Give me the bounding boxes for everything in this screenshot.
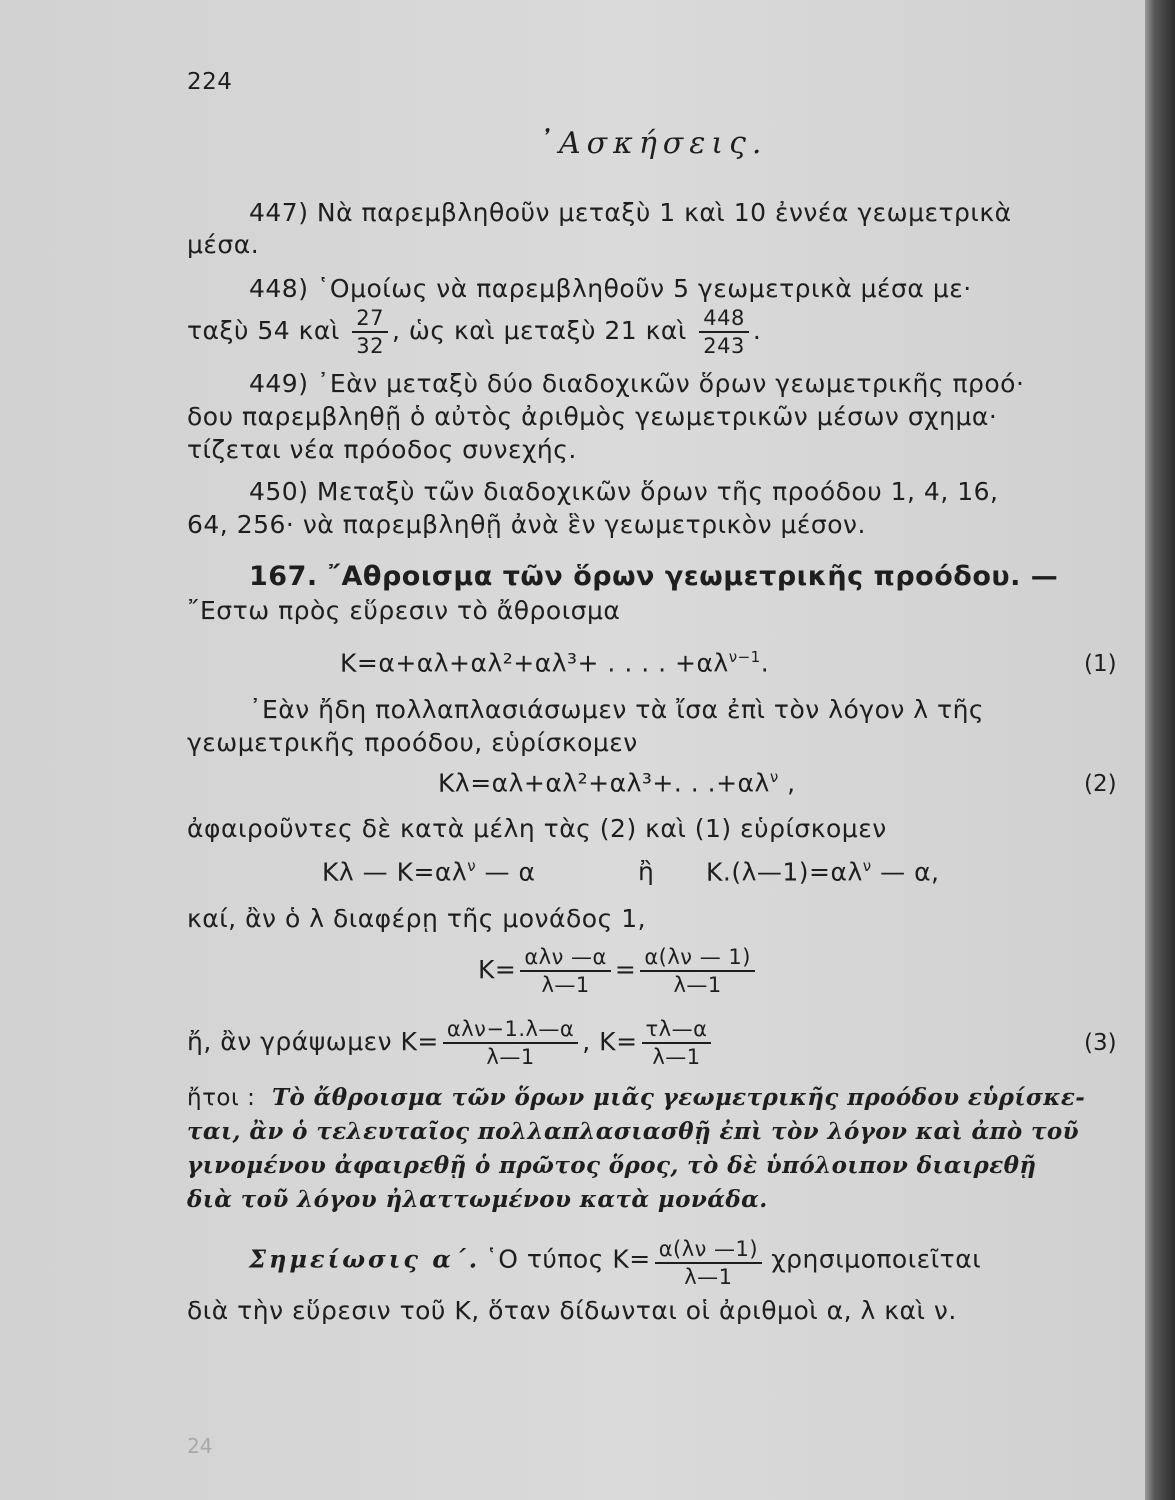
section-167-text3: καί, ἂν ὁ λ διαφέρῃ τῆς μονάδος 1, xyxy=(187,904,647,933)
fraction-eq3-2: $\frac{\tau\lambda—\alpha}{\lambda—1}$ xyxy=(642,1016,712,1070)
equation-difference: Κλ — $K=\alpha\lambda^\nu$ — α xyxy=(322,857,536,887)
note-label: Σημείωσις α΄. xyxy=(249,1244,481,1274)
equation-factored: $K.(\lambda—1)=\alpha\lambda^\nu$ — α, xyxy=(706,857,940,887)
exercise-448-line2 xyxy=(187,305,761,359)
equation-2: Κλ=αλ+αλ²+αλ³+. . $.+\alpha\lambda^\nu$ , xyxy=(438,768,796,798)
exercise-449-line1: 449) ᾿Εὰν μεταξὺ δύο διαδοχικῶν ὅρων γεωμετρικῆς προό· xyxy=(249,369,1025,398)
exercise-449-line3: τίζεται νέα πρόοδος συνεχής. xyxy=(187,435,577,464)
exercise-449-line2: δου παρεμβληθῇ ὁ αὐτὸς ἀριθμὸς γεωμετρικῶν μέσων σχημα· xyxy=(187,402,998,431)
note-text-b: χρησιμοποιεῖται xyxy=(771,1244,982,1274)
equation-or: ἢ xyxy=(638,857,655,886)
note-line1 xyxy=(249,1236,981,1290)
fraction-448-243: $\frac{448}{243}$ xyxy=(699,305,749,359)
section-167-text1-line1: ᾿Εὰν ἤδη πολλαπλασιάσωμεν τὰ ἴσα ἐπὶ τὸν λόγον λ τῆς xyxy=(249,695,985,724)
exercise-450-line1: 450) Μεταξὺ τῶν διαδοχικῶν ὅρων τῆς προόδου 1, 4, 16, xyxy=(249,477,999,506)
section-167-heading: 167. ῎Αθροισμα τῶν ὅρων γεωμετρικῆς προόδου. — xyxy=(249,561,1059,592)
fraction-eq3-1: $\frac{\text{αλν−1.λ—α}}{\lambda—1}$ xyxy=(443,1016,578,1070)
rule-line4: διὰ τοῦ λόγου ἠλαττωμένου κατὰ μονάδα. xyxy=(187,1186,768,1213)
fraction-sum-2: $\frac{\alpha(\lambda\nu — 1)}{\lambda—1}$ xyxy=(640,944,755,998)
equation-1: Κ=α+αλ+αλ²+αλ³+ . . . . $+\alpha\lambda^{\nu-1}$. xyxy=(340,648,770,678)
page-number: 224 xyxy=(187,69,233,95)
equation-3-number: (3) xyxy=(1084,1030,1117,1056)
fraction-sum-1: $\frac{\text{αλν —α}}{\lambda—1}$ xyxy=(520,944,611,998)
note-text-a: ῾Ο τύπος Κ= xyxy=(485,1244,651,1274)
section-167-text2: ἀφαιροῦντες δὲ κατὰ μέλη τὰς (2) καὶ (1) εὑρίσκομεν xyxy=(187,814,887,843)
section-167-text1-line2: γεωμετρικῆς προόδου, εὑρίσκομεν xyxy=(187,728,638,757)
page-edge-shadow xyxy=(1145,0,1175,1500)
fraction-27-32: $\frac{27}{32}$ xyxy=(352,305,388,359)
rule-prefix: ἤτοι : xyxy=(187,1085,256,1111)
fraction-note: $\frac{\alpha(\lambda\nu —1)}{\lambda—1}$ xyxy=(655,1236,762,1290)
rule-line3: γινομένου ἀφαιρεθῇ ὁ πρῶτος ὅρος, τὸ δὲ ὑπόλοιπον διαιρεθῇ xyxy=(187,1152,1037,1179)
exercise-448-text-c: . xyxy=(752,316,762,345)
equation-2-number: (2) xyxy=(1084,771,1117,797)
exercise-447-line1: 447) Νὰ παρεμβληθοῦν μεταξὺ 1 καὶ 10 ἐννέα γεωμετρικὰ xyxy=(249,198,1012,227)
equation-3: ἤ, ἂν γράψωμεν Κ= $\frac{\text{αλν−1.λ—α}}{\lambda—1}$ , Κ= $\frac{\tau\lambda—\alpha}{\lambda—1}$ xyxy=(187,1016,715,1070)
rule-line2: ται, ἂν ὁ τελευταῖος πολλαπλασιασθῇ ἐπὶ τὸν λόγον καὶ ἀπὸ τοῦ xyxy=(187,1118,1079,1145)
exercise-448-line1: 448) ῾Ομοίως νὰ παρεμβληθοῦν 5 γεωμετρικὰ μέσα με· xyxy=(249,274,972,303)
exercise-448-text-a: ταξὺ 54 καὶ xyxy=(187,316,340,345)
section-title: ᾿Ασκήσεις. xyxy=(538,126,768,161)
exercise-447-line2: μέσα. xyxy=(187,230,260,259)
section-167-intro: ῎Εστω πρὸς εὕρεσιν τὸ ἄθροισμα xyxy=(187,596,621,625)
equation-1-number: (1) xyxy=(1084,651,1117,677)
rule-line1: Τὸ ἄθροισμα τῶν ὅρων μιᾶς γεωμετρικῆς προόδου εὑρίσκε- xyxy=(272,1084,1086,1111)
footer-mark: 24 xyxy=(187,1434,213,1458)
exercise-448-text-b: , ὡς καὶ μεταξὺ 21 καὶ xyxy=(392,316,687,345)
note-line2: διὰ τὴν εὕρεσιν τοῦ Κ, ὅταν δίδωνται οἱ ἀριθμοὶ α, λ καὶ ν. xyxy=(187,1296,957,1325)
exercise-450-line2: 64, 256· νὰ παρεμβληθῇ ἀνὰ ἓν γεωμετρικὸν μέσον. xyxy=(187,510,866,539)
equation-sum: Κ= $\frac{\text{αλν —α}}{\lambda—1}$ = $\frac{\alpha(\lambda\nu — 1)}{\lambda—1}$ xyxy=(478,944,759,998)
